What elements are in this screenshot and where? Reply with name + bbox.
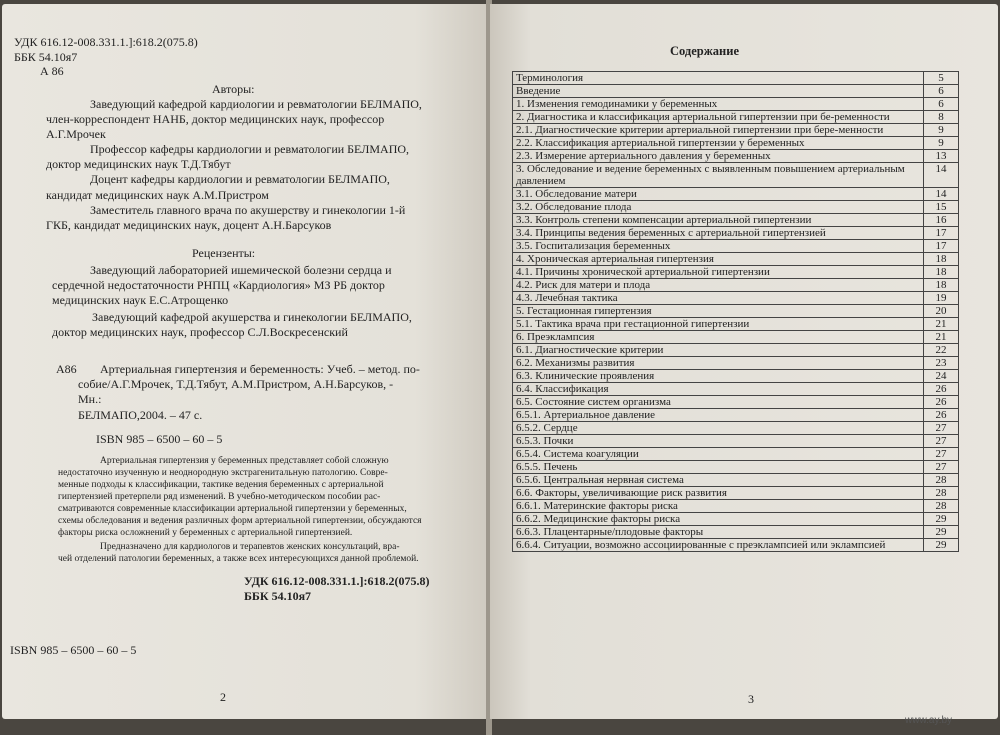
toc-entry-title: 4.1. Причины хронической артериальной гипертензии: [513, 266, 924, 279]
toc-entry-page: 9: [924, 137, 959, 150]
author-line: Заведующий кафедрой кардиологии и ревматологии БЕЛМАПО,: [90, 97, 422, 111]
udk-bold: УДК 616.12-008.331.1.]:618.2(075.8): [244, 574, 430, 588]
toc-entry-title: 6.6. Факторы, увеличивающие риск развития: [513, 487, 924, 500]
biblio-line: собие/А.Г.Мрочек, Т.Д.Тябут, А.М.Пристром, А.Н.Барсуков, -: [78, 377, 394, 391]
toc-entry-title: 3. Обследование и ведение беременных с выявленным повышением артериальным давлением: [513, 163, 924, 188]
toc-row: [513, 227, 959, 240]
authors-title: Авторы:: [212, 82, 255, 96]
toc-entry-page: 14: [924, 163, 959, 188]
toc-row: [513, 331, 959, 344]
toc-row: [513, 201, 959, 214]
toc-entry-page: 27: [924, 461, 959, 474]
author-line: Доцент кафедры кардиологии и ревматологии БЕЛМАПО,: [90, 172, 390, 186]
toc-entry-title: 6.4. Классификация: [513, 383, 924, 396]
biblio-line: Артериальная гипертензия и беременность: Учеб. – метод. по-: [100, 362, 420, 376]
toc-row: [513, 72, 959, 85]
reviewer-line: медицинских наук Е.С.Атрощенко: [52, 293, 229, 307]
abstract-line: гипертензией претерпели ряд изменений. В учебно-методическом пособии рас-: [58, 492, 381, 502]
toc-entry-page: 28: [924, 500, 959, 513]
toc-entry-page: 18: [924, 253, 959, 266]
page-number-left: 2: [220, 690, 226, 704]
toc-row: [513, 383, 959, 396]
toc-entry-title: 4. Хроническая артериальная гипертензия: [513, 253, 924, 266]
toc-row: [513, 279, 959, 292]
toc-row: [513, 487, 959, 500]
toc-row: [513, 539, 959, 552]
abstract-line: Предназначено для кардиологов и терапевтов женских консультаций, вра-: [100, 542, 400, 552]
toc-entry-title: 5. Гестационная гипертензия: [513, 305, 924, 318]
toc-row: [513, 409, 959, 422]
toc-row: [513, 124, 959, 137]
toc-entry-title: 5.1. Тактика врача при гестационной гипертензии: [513, 318, 924, 331]
toc-row: [513, 344, 959, 357]
toc-entry-title: 6.3. Клинические проявления: [513, 370, 924, 383]
page-number-right: 3: [748, 692, 754, 706]
toc-entry-page: 29: [924, 526, 959, 539]
toc-entry-title: 2.3. Измерение артериального давления у беременных: [513, 150, 924, 163]
toc-entry-page: 27: [924, 435, 959, 448]
abstract-line: Артериальная гипертензия у беременных представляет собой сложную: [100, 456, 389, 466]
toc-entry-title: 3.2. Обследование плода: [513, 201, 924, 214]
toc-entry-title: 2.1. Диагностические критерии артериальной гипертензии при бере-менности: [513, 124, 924, 137]
udk-header: УДК 616.12-008.331.1.]:618.2(075.8): [14, 35, 198, 49]
toc-entry-page: 18: [924, 266, 959, 279]
biblio-code: А86: [56, 362, 77, 376]
toc-entry-page: 9: [924, 124, 959, 137]
toc-entry-title: 3.1. Обследование матери: [513, 188, 924, 201]
toc-row: [513, 111, 959, 124]
toc-entry-title: 6.5.1. Артериальное давление: [513, 409, 924, 422]
abstract-line: недостаточно изученную и неоднородную экстрагенитальную патологию. Совре-: [58, 468, 388, 478]
toc-row: [513, 137, 959, 150]
toc-row: [513, 396, 959, 409]
author-line: доктор медицинских наук Т.Д.Тябут: [46, 157, 231, 171]
toc-row: [513, 214, 959, 227]
catalog-code: А 86: [40, 64, 64, 78]
toc-row: [513, 292, 959, 305]
toc-row: [513, 513, 959, 526]
toc-entry-page: 8: [924, 111, 959, 124]
toc-entry-page: 28: [924, 474, 959, 487]
toc-row: [513, 526, 959, 539]
toc-entry-page: 26: [924, 383, 959, 396]
toc-entry-page: 27: [924, 448, 959, 461]
toc-row: [513, 318, 959, 331]
toc-entry-page: 18: [924, 279, 959, 292]
toc-entry-title: 1. Изменения гемодинамики у беременных: [513, 98, 924, 111]
author-line: Заместитель главного врача по акушерству и гинекологии 1-й: [90, 203, 406, 217]
toc-entry-title: 6.5.4. Система коагуляции: [513, 448, 924, 461]
toc-row: [513, 85, 959, 98]
toc-row: [513, 370, 959, 383]
author-line: А.Г.Мрочек: [46, 127, 106, 141]
toc-entry-page: 26: [924, 409, 959, 422]
reviewer-line: Заведующий лабораторией ишемической болезни сердца и: [90, 263, 392, 277]
toc-entry-page: 6: [924, 98, 959, 111]
reviewer-line: Заведующий кафедрой акушерства и гинекологии БЕЛМАПО,: [92, 310, 412, 324]
abstract-line: чей отделений патологии беременных, а также всех интересующихся данной проблемой.: [58, 554, 419, 564]
toc-entry-title: 6.6.2. Медицинские факторы риска: [513, 513, 924, 526]
toc-entry-page: 22: [924, 344, 959, 357]
toc-entry-page: 17: [924, 240, 959, 253]
toc-row: [513, 500, 959, 513]
toc-entry-title: 6.6.1. Материнские факторы риска: [513, 500, 924, 513]
biblio-line: БЕЛМАПО,2004. – 47 с.: [78, 408, 203, 422]
contents-title: Содержание: [670, 44, 740, 58]
bbk-header: ББК 54.10я7: [14, 50, 78, 64]
toc-row: [513, 188, 959, 201]
toc-entry-page: 23: [924, 357, 959, 370]
toc-entry-page: 24: [924, 370, 959, 383]
toc-entry-title: 6.6.3. Плацентарные/плодовые факторы: [513, 526, 924, 539]
toc-row: [513, 422, 959, 435]
toc-entry-page: 5: [924, 72, 959, 85]
contents-table: [512, 71, 959, 552]
toc-row: [513, 448, 959, 461]
author-line: кандидат медицинских наук А.М.Пристром: [46, 188, 269, 202]
isbn: ISBN 985 – 6500 – 60 – 5: [96, 432, 223, 446]
watermark: www.ay.by: [905, 715, 953, 726]
toc-entry-title: 6.5.3. Почки: [513, 435, 924, 448]
toc-entry-page: 13: [924, 150, 959, 163]
biblio-line: Мн.:: [78, 392, 102, 406]
toc-entry-title: 4.2. Риск для матери и плода: [513, 279, 924, 292]
toc-entry-page: 6: [924, 85, 959, 98]
abstract-line: менные подходы к классификации, тактике ведения беременных с артериальной: [58, 480, 384, 490]
toc-entry-title: 4.3. Лечебная тактика: [513, 292, 924, 305]
toc-row: [513, 266, 959, 279]
toc-entry-page: 21: [924, 331, 959, 344]
toc-entry-title: 6.5.6. Центральная нервная система: [513, 474, 924, 487]
toc-row: [513, 253, 959, 266]
toc-entry-page: 16: [924, 214, 959, 227]
author-line: Профессор кафедры кардиологии и ревматологии БЕЛМАПО,: [90, 142, 410, 156]
author-line: член-корреспондент НАНБ, доктор медицинских наук, профессор: [46, 112, 385, 126]
toc-entry-page: 29: [924, 513, 959, 526]
abstract-line: факторы риска осложнений у беременных с артериальной гипертензией.: [58, 528, 353, 538]
toc-entry-title: 3.4. Принципы ведения беременных с артериальной гипертензией: [513, 227, 924, 240]
author-line: ГКБ, кандидат медицинских наук, доцент А.Н.Барсуков: [46, 218, 332, 232]
reviewer-line: доктор медицинских наук, профессор С.Л.Воскресенский: [52, 325, 348, 339]
toc-row: [513, 461, 959, 474]
isbn-bottom: ISBN 985 – 6500 – 60 – 5: [10, 643, 137, 657]
toc-row: [513, 305, 959, 318]
toc-row: [513, 240, 959, 253]
toc-entry-page: 27: [924, 422, 959, 435]
toc-entry-page: 14: [924, 188, 959, 201]
toc-entry-title: 2. Диагностика и классификация артериальной гипертензии при бе-ременности: [513, 111, 924, 124]
abstract-line: сматриваются современные классификации артериальной гипертензии у беременных,: [58, 504, 407, 514]
reviewer-line: сердечной недостаточности РНПЦ «Кардиология» МЗ РБ доктор: [52, 278, 385, 292]
toc-entry-title: 3.5. Госпитализация беременных: [513, 240, 924, 253]
bbk-bold: ББК 54.10я7: [244, 589, 312, 603]
toc-entry-page: 17: [924, 227, 959, 240]
toc-entry-title: 2.2. Классификация артериальной гипертензии у беременных: [513, 137, 924, 150]
toc-row: [513, 435, 959, 448]
toc-entry-title: 3.3. Контроль степени компенсации артериальной гипертензии: [513, 214, 924, 227]
toc-entry-page: 28: [924, 487, 959, 500]
toc-row: [513, 474, 959, 487]
toc-entry-title: 6.6.4. Ситуации, возможно ассоциированные с преэклампсией или эклампсией: [513, 539, 924, 552]
toc-entry-page: 26: [924, 396, 959, 409]
toc-entry-title: 6. Преэклампсия: [513, 331, 924, 344]
toc-entry-page: 19: [924, 292, 959, 305]
toc-entry-title: 6.2. Механизмы развития: [513, 357, 924, 370]
toc-entry-title: Терминология: [513, 72, 924, 85]
toc-entry-title: 6.5.2. Сердце: [513, 422, 924, 435]
toc-row: [513, 98, 959, 111]
toc-entry-page: 15: [924, 201, 959, 214]
toc-row: [513, 357, 959, 370]
toc-entry-title: 6.1. Диагностические критерии: [513, 344, 924, 357]
toc-entry-page: 20: [924, 305, 959, 318]
toc-entry-title: 6.5. Состояние систем организма: [513, 396, 924, 409]
reviewers-title: Рецензенты:: [192, 246, 256, 260]
abstract-line: схемы обследования и ведения различных форм артериальной гипертензии, обсуждаются: [58, 516, 422, 526]
toc-row: [513, 150, 959, 163]
toc-entry-page: 29: [924, 539, 959, 552]
toc-entry-title: 6.5.5. Печень: [513, 461, 924, 474]
toc-row: [513, 163, 959, 188]
toc-entry-title: Введение: [513, 85, 924, 98]
toc-entry-page: 21: [924, 318, 959, 331]
